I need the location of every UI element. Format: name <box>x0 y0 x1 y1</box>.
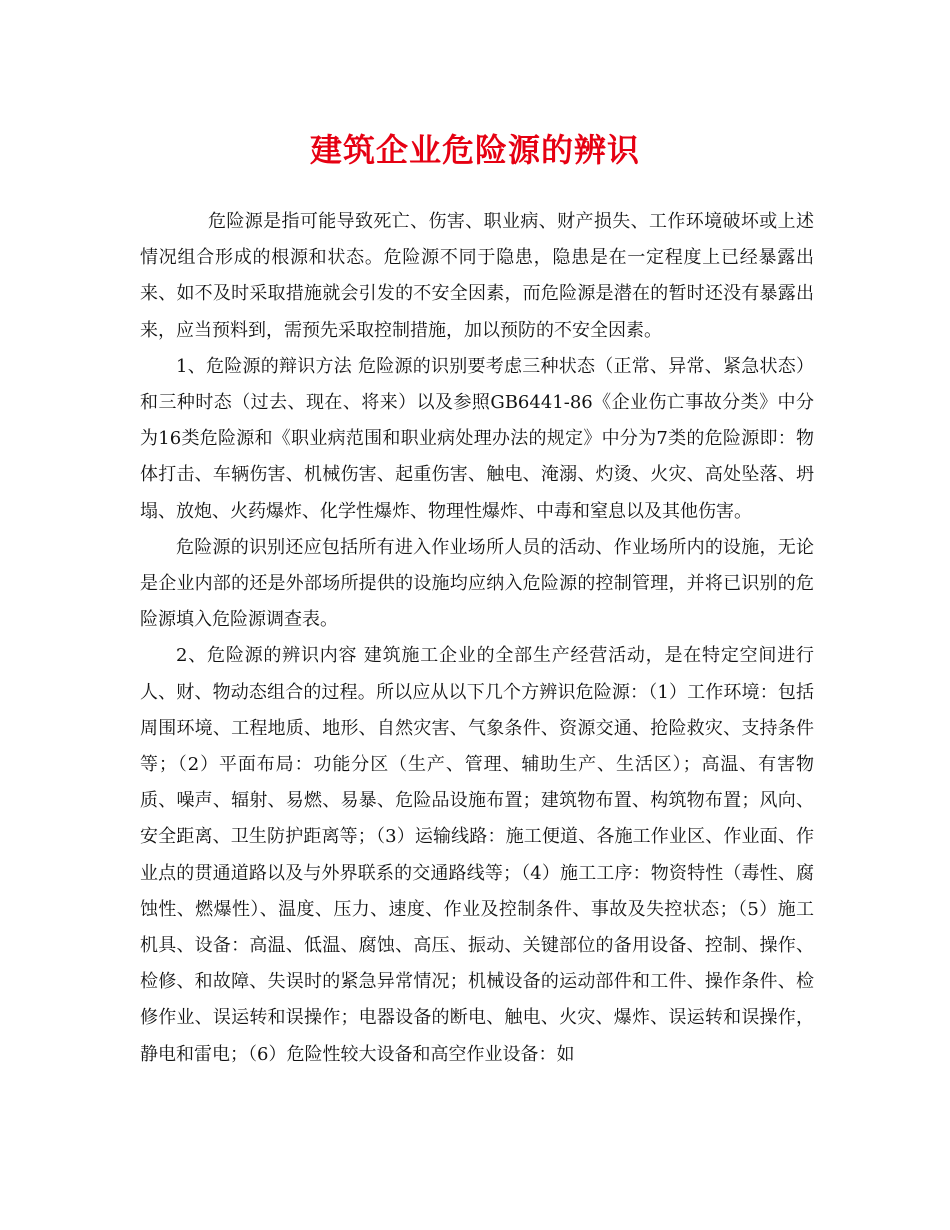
paragraph-identification-method: 1、危险源的辩识方法 危险源的识别要考虑三种状态（正常、异常、紧急状态）和三种时态（过去、现在、将来）以及参照GB6441-86《企业伤亡事故分类》中分为16类危险源和《职业病范围和职业病处理办法的规定》中分为7类的危险源即：物体打击、车辆伤害、机械伤害、起重伤害、触电、淹溺、灼烫、火灾、高处坠落、坍塌、放炮、火药爆炸、化学性爆炸、物理性爆炸、中毒和窒息以及其他伤害。 <box>140 355 814 522</box>
document-body <box>140 204 814 1073</box>
page-title: 建筑企业危险源的辨识 <box>309 131 640 169</box>
paragraph-definition: 危险源是指可能导致死亡、伤害、职业病、财产损失、工作环境破坏或上述情况组合形成的根源和状态。危险源不同于隐患，隐患是在一定程度上已经暴露出来、如不及时采取措施就会引发的不安全因素，而危险源是潜在的暂时还没有暴露出来，应当预料到，需预先采取控制措施，加以预防的不安全因素。 <box>140 211 814 341</box>
paragraph-identification-content: 2、危险源的辨识内容 建筑施工企业的全部生产经营活动，是在特定空间进行人、财、物动态组合的过程。所以应从以下几个方辨识危险源：（1）工作环境：包括周围环境、工程地质、地形、自然灾害、气象条件、资源交通、抢险救灾、支持条件等；（2）平面布局：功能分区（生产、管理、辅助生产、生活区）；高温、有害物质、噪声、辐射、易燃、易暴、危险品设施布置；建筑物布置、构筑物布置；风向、安全距离、卫生防护距离等；（3）运输线路：施工便道、各施工作业区、作业面、作业点的贯通道路以及与外界联系的交通路线等；（4）施工工序：物资特性（毒性、腐蚀性、燃爆性）、温度、压力、速度、作业及控制条件、事故及失控状态；（5）施工机具、设备：高温、低温、腐蚀、高压、振动、关键部位的备用设备、控制、操作、检修、和故障、失误时的紧急异常情况；机械设备的运动部件和工件、操作条件、检修作业、误运转和误操作；电器设备的断电、触电、火灾、爆炸、误运转和误操作，静电和雷电；（6）危险性较大设备和高空作业设备：如 <box>140 645 814 1065</box>
paragraph-identification-scope: 危险源的识别还应包括所有进入作业场所人员的活动、作业场所内的设施，无论是企业内部的还是外部场所提供的设施均应纳入危险源的控制管理，并将已识别的危险源填入危险源调查表。 <box>140 536 814 631</box>
